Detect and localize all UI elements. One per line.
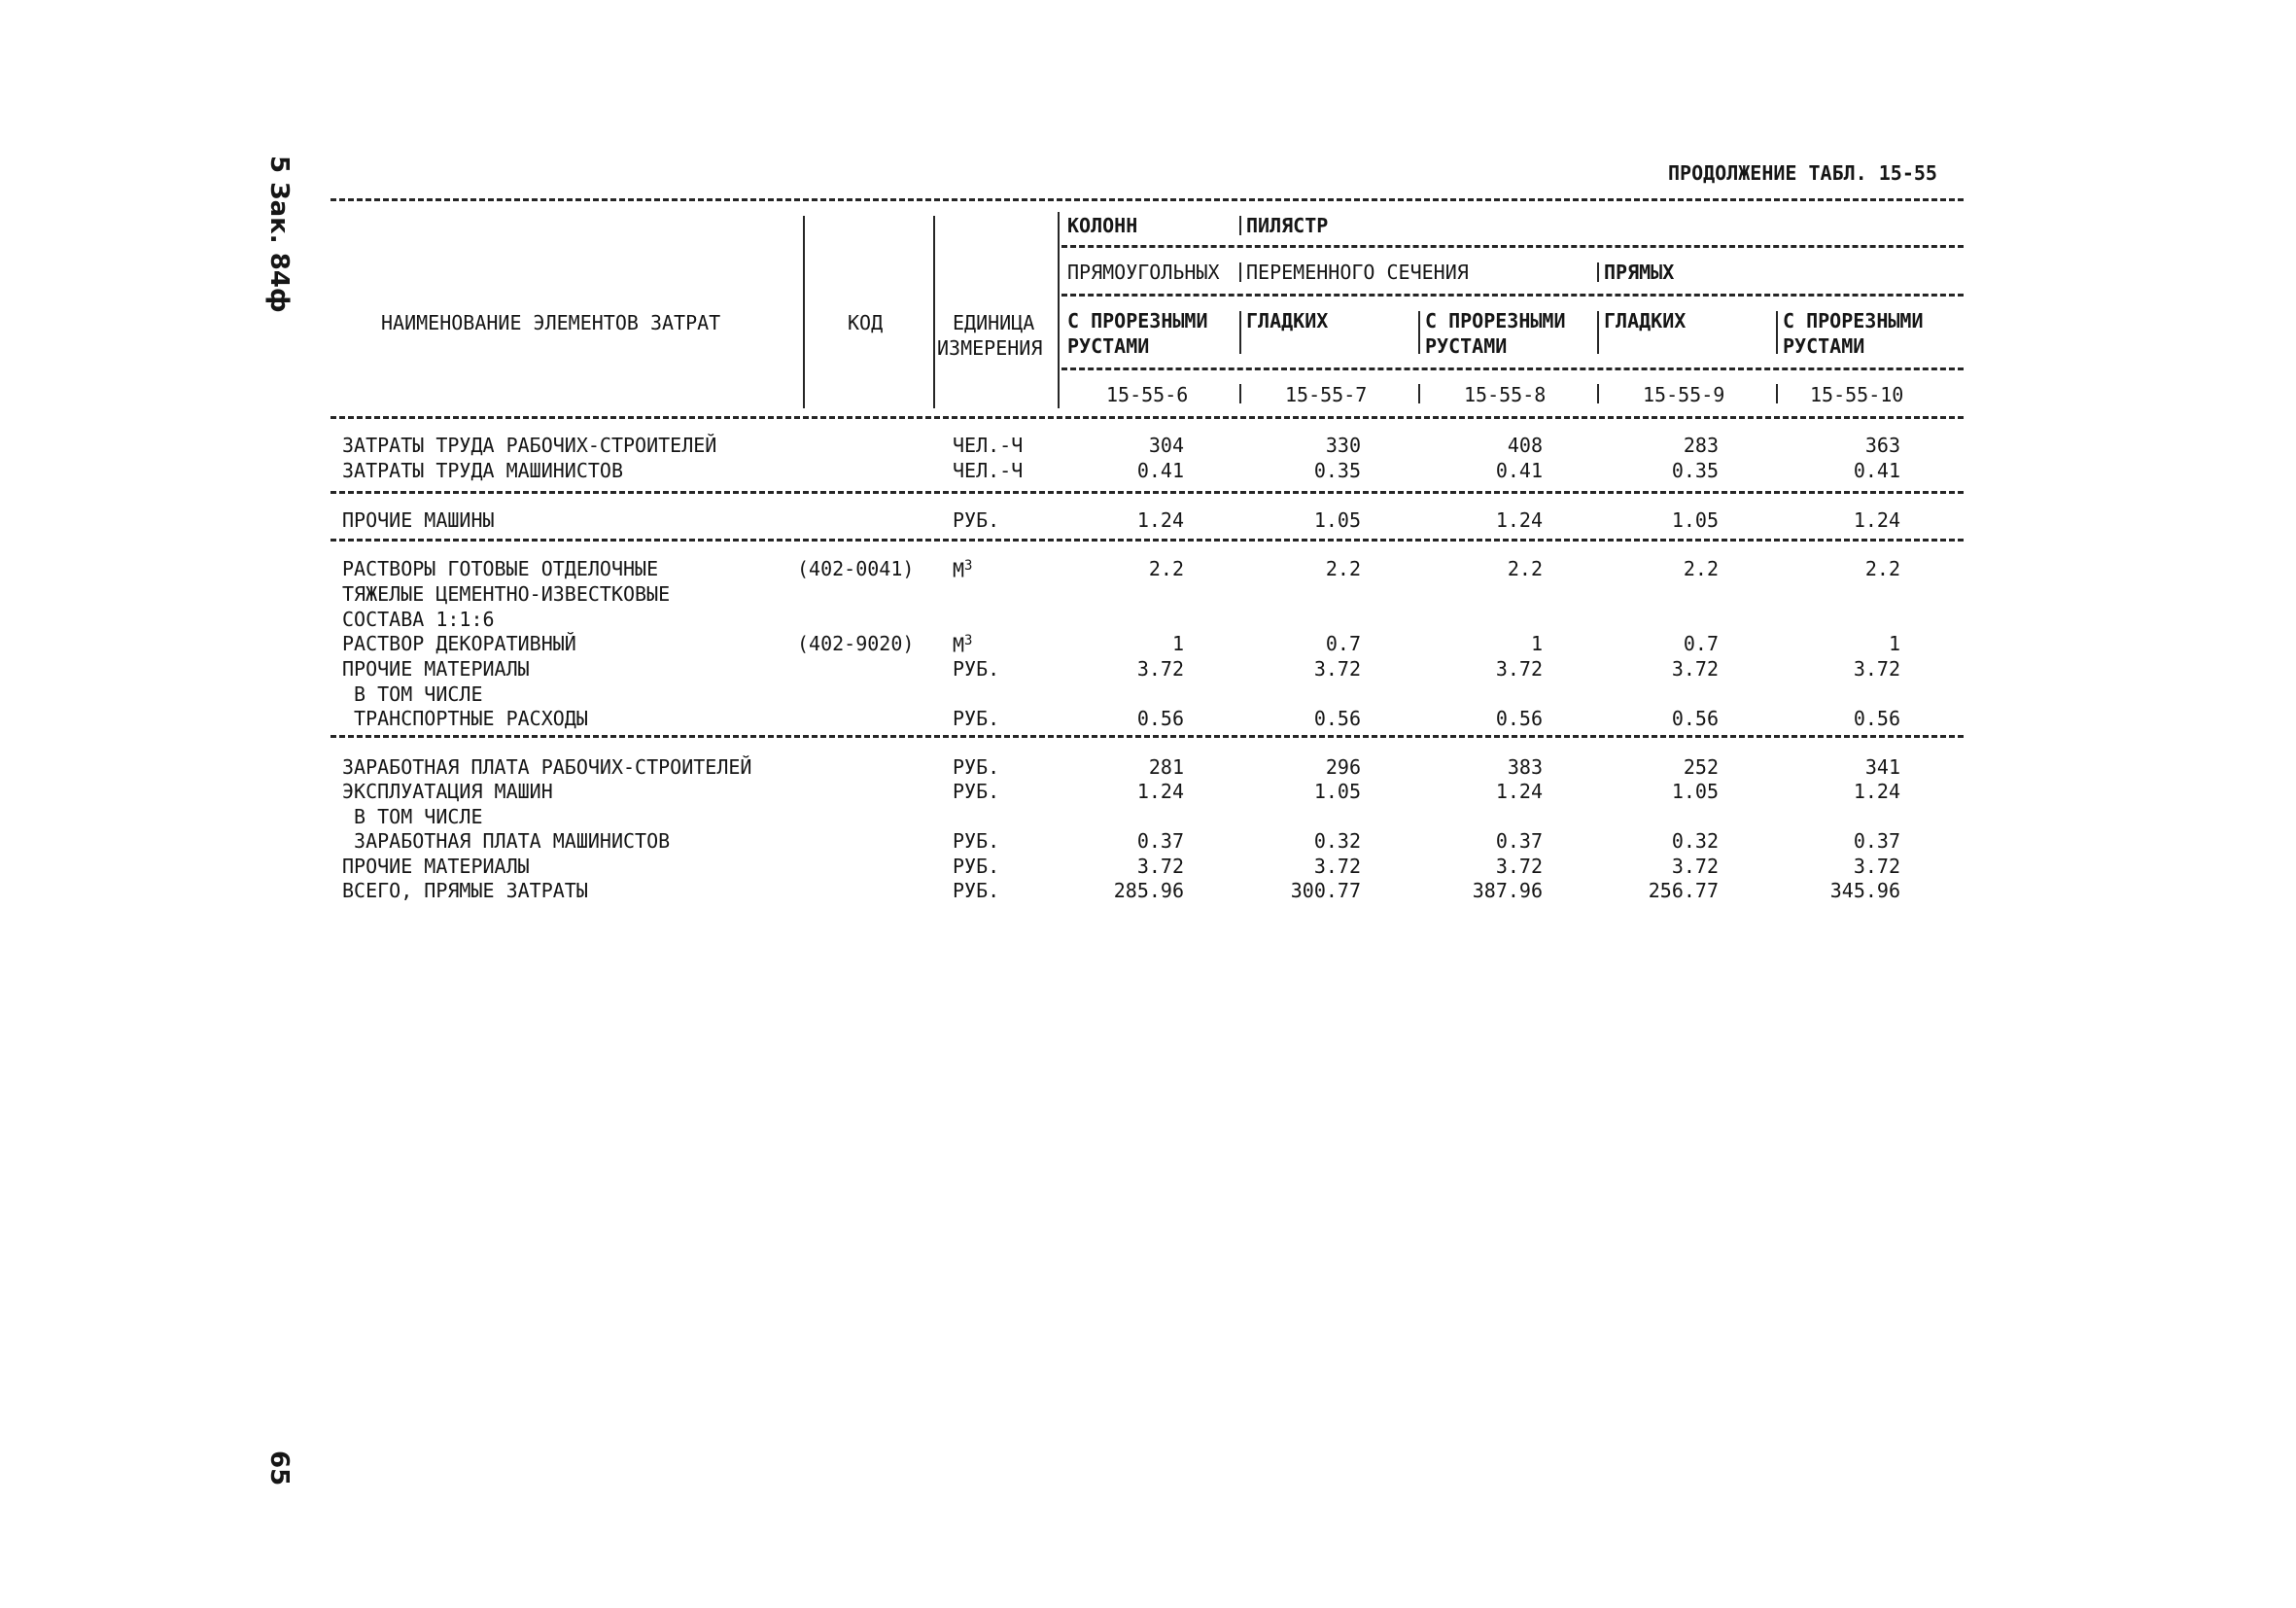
vbar-code-unit xyxy=(933,216,935,408)
row-value: 345.96 xyxy=(1829,879,1900,902)
row-value: 0.32 xyxy=(1671,829,1719,853)
row-value: 1 xyxy=(1171,632,1184,655)
rule-header-1 xyxy=(1061,245,1964,248)
header-name: НАИМЕНОВАНИЕ ЭЛЕМЕНТОВ ЗАТРАТ xyxy=(381,311,721,334)
header-code-4: 15-55-9 xyxy=(1643,383,1725,406)
row-value: 300.77 xyxy=(1290,879,1361,902)
vbar-type-1 xyxy=(1239,311,1241,354)
header-code-5: 15-55-10 xyxy=(1810,383,1904,406)
row-unit: ЧЕЛ.-Ч xyxy=(953,434,1024,457)
row-value: 1.24 xyxy=(1136,508,1184,532)
vbar-type-2 xyxy=(1418,311,1420,354)
row-value: 1.24 xyxy=(1136,780,1184,803)
row-name: ТРАНСПОРТНЫЕ РАСХОДЫ xyxy=(342,707,588,730)
vbar-name-code xyxy=(803,216,805,408)
row-name: ЭКСПЛУАТАЦИЯ МАШИН xyxy=(342,780,553,803)
row-value: 3.72 xyxy=(1136,657,1184,681)
row-value: 1 xyxy=(1888,632,1900,655)
row-name: РАСТВОРЫ ГОТОВЫЕ ОТДЕЛОЧНЫЕ xyxy=(342,557,659,580)
header-type-2-l1: ГЛАДКИХ xyxy=(1246,309,1329,332)
row-value: 1.05 xyxy=(1313,508,1361,532)
row-name: ПРОЧИЕ МАТЕРИАЛЫ xyxy=(342,657,530,681)
vbar-kolonn-pilyastr xyxy=(1239,216,1241,235)
row-value: 1.05 xyxy=(1671,508,1719,532)
page-number: 65 xyxy=(264,1451,294,1486)
row-value: 0.32 xyxy=(1313,829,1361,853)
rule-top xyxy=(330,198,1964,201)
rule-section-2 xyxy=(330,539,1964,542)
row-value: 256.77 xyxy=(1648,879,1719,902)
row-value: 1 xyxy=(1530,632,1543,655)
row-value: 3.72 xyxy=(1853,657,1900,681)
row-unit: РУБ. xyxy=(953,508,1000,532)
vbar-unit-data xyxy=(1058,212,1060,408)
rule-section-1 xyxy=(330,491,1964,494)
row-value: 3.72 xyxy=(1671,855,1719,878)
row-unit: РУБ. xyxy=(953,855,1000,878)
row-value: 0.56 xyxy=(1671,707,1719,730)
row-value: 304 xyxy=(1148,434,1184,457)
row-name: СОСТАВА 1:1:6 xyxy=(342,608,495,631)
row-unit: ЧЕЛ.-Ч xyxy=(953,459,1024,482)
header-code-3: 15-55-8 xyxy=(1464,383,1547,406)
row-unit: $М^3$ xyxy=(953,558,973,582)
row-value: 281 xyxy=(1148,755,1184,779)
row-unit: РУБ. xyxy=(953,755,1000,779)
table-title: ПРОДОЛЖЕНИЕ ТАБЛ. 15-55 xyxy=(1668,161,1937,185)
row-code: (402-0041) xyxy=(797,557,915,580)
row-unit: РУБ. xyxy=(953,657,1000,681)
row-value: 330 xyxy=(1325,434,1361,457)
vbar-sub-2 xyxy=(1597,262,1599,282)
vbar-code-1 xyxy=(1239,384,1241,403)
row-value: 3.72 xyxy=(1853,855,1900,878)
row-value: 2.2 xyxy=(1507,557,1543,580)
vbar-sub-1 xyxy=(1239,262,1241,282)
row-value: 0.56 xyxy=(1313,707,1361,730)
row-value: 0.41 xyxy=(1853,459,1900,482)
header-code: КОД xyxy=(848,311,884,334)
row-value: 1.05 xyxy=(1313,780,1361,803)
order-number: 5 Зак. 84ф xyxy=(264,156,294,313)
row-value: 0.35 xyxy=(1313,459,1361,482)
row-value: 408 xyxy=(1507,434,1543,457)
rule-header-bottom xyxy=(330,416,1964,419)
header-type-3-l1: С ПРОРЕЗНЫМИ xyxy=(1425,309,1566,332)
unit-superscript: 3 xyxy=(964,558,973,574)
header-type-1-l2: РУСТАМИ xyxy=(1067,334,1150,358)
row-value: 341 xyxy=(1864,755,1900,779)
header-group-kolonn: КОЛОНН xyxy=(1067,214,1138,237)
row-value: 296 xyxy=(1325,755,1361,779)
header-sub-peremennogo: ПЕРЕМЕННОГО СЕЧЕНИЯ xyxy=(1246,261,1469,284)
vbar-code-2 xyxy=(1418,384,1420,403)
row-unit: РУБ. xyxy=(953,707,1000,730)
row-name: ПРОЧИЕ МАТЕРИАЛЫ xyxy=(342,855,530,878)
row-value: 3.72 xyxy=(1136,855,1184,878)
row-value: 0.56 xyxy=(1136,707,1184,730)
header-sub-pryamougolnyh: ПРЯМОУГОЛЬНЫХ xyxy=(1067,261,1220,284)
header-unit-1: ЕДИНИЦА xyxy=(953,311,1035,334)
header-type-1-l1: С ПРОРЕЗНЫМИ xyxy=(1067,309,1208,332)
row-value: 3.72 xyxy=(1313,657,1361,681)
row-unit: РУБ. xyxy=(953,879,1000,902)
row-value: 1.24 xyxy=(1495,780,1543,803)
header-type-5-l1: С ПРОРЕЗНЫМИ xyxy=(1783,309,1924,332)
row-value: 0.35 xyxy=(1671,459,1719,482)
row-name: ЗАРАБОТНАЯ ПЛАТА МАШИНИСТОВ xyxy=(342,829,671,853)
header-sub-pryamyh: ПРЯМЫХ xyxy=(1604,261,1675,284)
header-type-3-l2: РУСТАМИ xyxy=(1425,334,1508,358)
vbar-type-3 xyxy=(1597,311,1599,354)
unit-superscript: 3 xyxy=(964,633,973,648)
row-value: 383 xyxy=(1507,755,1543,779)
row-name: В ТОМ ЧИСЛЕ xyxy=(342,682,483,706)
row-name: ПРОЧИЕ МАШИНЫ xyxy=(342,508,495,532)
row-value: 387.96 xyxy=(1472,879,1543,902)
row-name: В ТОМ ЧИСЛЕ xyxy=(342,805,483,828)
rule-header-3 xyxy=(1061,367,1964,370)
row-value: 0.56 xyxy=(1495,707,1543,730)
header-code-1: 15-55-6 xyxy=(1106,383,1189,406)
vbar-code-3 xyxy=(1597,384,1599,403)
row-value: 285.96 xyxy=(1113,879,1184,902)
row-value: 3.72 xyxy=(1313,855,1361,878)
header-type-5-l2: РУСТАМИ xyxy=(1783,334,1865,358)
row-value: 3.72 xyxy=(1495,855,1543,878)
row-value: 0.7 xyxy=(1683,632,1719,655)
row-code: (402-9020) xyxy=(797,632,915,655)
vbar-type-4 xyxy=(1776,311,1778,354)
row-value: 2.2 xyxy=(1864,557,1900,580)
vbar-code-4 xyxy=(1776,384,1778,403)
row-value: 1.24 xyxy=(1853,780,1900,803)
row-value: 3.72 xyxy=(1671,657,1719,681)
row-name: ТЯЖЕЛЫЕ ЦЕМЕНТНО-ИЗВЕСТКОВЫЕ xyxy=(342,582,671,606)
row-name: РАСТВОР ДЕКОРАТИВНЫЙ xyxy=(342,632,576,655)
row-value: 1.24 xyxy=(1495,508,1543,532)
row-name: ЗАРАБОТНАЯ ПЛАТА РАБОЧИХ-СТРОИТЕЛЕЙ xyxy=(342,755,752,779)
header-unit-2: ИЗМЕРЕНИЯ xyxy=(937,336,1043,360)
row-unit: РУБ. xyxy=(953,829,1000,853)
row-value: 2.2 xyxy=(1148,557,1184,580)
row-value: 0.37 xyxy=(1495,829,1543,853)
header-type-4-l1: ГЛАДКИХ xyxy=(1604,309,1687,332)
row-value: 363 xyxy=(1864,434,1900,457)
row-value: 0.41 xyxy=(1136,459,1184,482)
row-name: ЗАТРАТЫ ТРУДА МАШИНИСТОВ xyxy=(342,459,623,482)
row-value: 0.37 xyxy=(1853,829,1900,853)
row-value: 0.41 xyxy=(1495,459,1543,482)
row-value: 0.37 xyxy=(1136,829,1184,853)
row-value: 2.2 xyxy=(1325,557,1361,580)
header-code-2: 15-55-7 xyxy=(1285,383,1368,406)
row-name: ВСЕГО, ПРЯМЫЕ ЗАТРАТЫ xyxy=(342,879,588,902)
row-value: 0.7 xyxy=(1325,632,1361,655)
row-value: 1.05 xyxy=(1671,780,1719,803)
header-group-pilyastr: ПИЛЯСТР xyxy=(1246,214,1329,237)
row-name: ЗАТРАТЫ ТРУДА РАБОЧИХ-СТРОИТЕЛЕЙ xyxy=(342,434,717,457)
row-value: 0.56 xyxy=(1853,707,1900,730)
row-value: 3.72 xyxy=(1495,657,1543,681)
row-unit: РУБ. xyxy=(953,780,1000,803)
row-unit: $М^3$ xyxy=(953,633,973,657)
rule-section-3 xyxy=(330,735,1964,738)
row-value: 1.24 xyxy=(1853,508,1900,532)
row-value: 283 xyxy=(1683,434,1719,457)
row-value: 252 xyxy=(1683,755,1719,779)
rule-header-2 xyxy=(1061,294,1964,297)
row-value: 2.2 xyxy=(1683,557,1719,580)
